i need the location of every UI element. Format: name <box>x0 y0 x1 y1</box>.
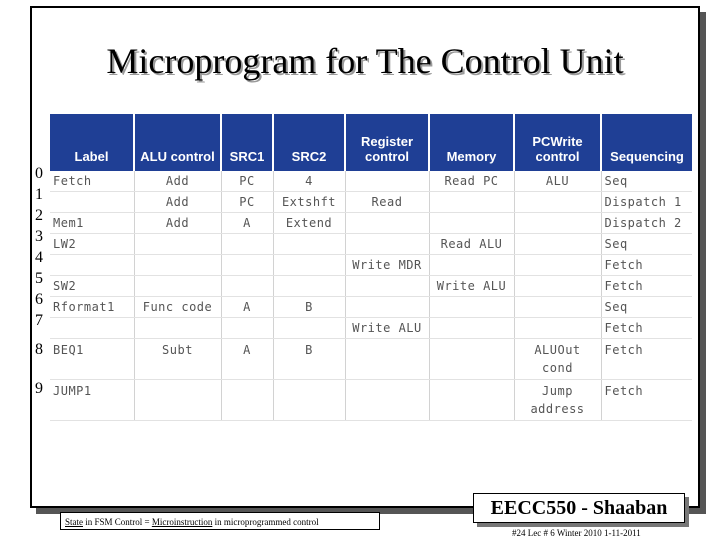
table-cell <box>50 318 134 339</box>
cell-text: JUMP1 <box>53 384 92 398</box>
cell-text: A <box>243 216 251 230</box>
footnote-text: in microprogrammed control <box>212 517 319 527</box>
microprogram-table <box>50 114 692 421</box>
table-cell <box>273 380 345 421</box>
cell-text: Fetch <box>604 258 644 272</box>
table-cell <box>50 339 134 380</box>
table-cell <box>50 213 134 234</box>
table-row <box>50 339 692 380</box>
column-header: Label <box>50 114 134 171</box>
cell-text: Fetch <box>604 321 644 335</box>
table-row <box>50 192 692 213</box>
table-cell <box>50 192 134 213</box>
column-header: SRC1 <box>221 114 273 171</box>
table-header-row <box>50 114 692 171</box>
state-number: 3 <box>35 228 43 245</box>
table-cell <box>429 339 514 380</box>
cell-text: PC <box>239 195 255 209</box>
cell-text: Extend <box>285 216 333 230</box>
state-number: 9 <box>35 380 43 397</box>
cell-text: Seq <box>604 300 628 314</box>
cell-text: Func code <box>142 300 213 314</box>
cell-text: Fetch <box>604 343 644 357</box>
cell-text: Add <box>165 174 190 188</box>
cell-text: Rformat1 <box>53 300 115 314</box>
state-number: 0 <box>35 165 43 182</box>
table-cell <box>601 192 692 213</box>
cell-text: Write ALU <box>352 321 422 335</box>
cell-text: Dispatch 2 <box>604 216 682 230</box>
table-cell <box>601 255 692 276</box>
table-row <box>50 297 692 318</box>
table-cell <box>273 318 345 339</box>
footnote-text: in FSM Control = <box>83 517 152 527</box>
table-cell <box>514 255 601 276</box>
table-cell <box>221 318 273 339</box>
table-cell <box>273 297 345 318</box>
table-cell <box>601 380 692 421</box>
table-cell <box>50 380 134 421</box>
state-number: 6 <box>35 291 43 308</box>
table-cell <box>514 171 601 192</box>
table-cell <box>601 339 692 380</box>
table-row <box>50 318 692 339</box>
table-row <box>50 213 692 234</box>
table-cell <box>134 213 221 234</box>
state-number: 1 <box>35 186 43 203</box>
cell-text: Fetch <box>604 279 644 293</box>
table-cell <box>50 171 134 192</box>
table-cell <box>345 255 429 276</box>
state-number: 7 <box>35 312 43 329</box>
table-cell <box>429 192 514 213</box>
table-cell <box>134 339 221 380</box>
cell-text: Subt <box>162 343 193 357</box>
cell-text: LW2 <box>53 237 77 251</box>
table-cell <box>221 213 273 234</box>
table-cell <box>514 213 601 234</box>
table-cell <box>273 339 345 380</box>
footnote <box>60 512 380 530</box>
table-cell <box>429 318 514 339</box>
table-cell <box>273 213 345 234</box>
table-cell <box>601 318 692 339</box>
table-cell <box>429 380 514 421</box>
column-header: ALU control <box>134 114 221 171</box>
slide-title: Microprogram for The Control Unit <box>106 41 624 81</box>
table-cell <box>514 297 601 318</box>
table-cell <box>134 276 221 297</box>
table-cell <box>514 318 601 339</box>
table-row <box>50 380 692 421</box>
cell-text: Dispatch 1 <box>604 195 682 209</box>
table-row <box>50 234 692 255</box>
table-cell <box>345 318 429 339</box>
cell-text: Write MDR <box>352 258 422 272</box>
table-cell <box>345 380 429 421</box>
table-cell <box>601 276 692 297</box>
table-cell <box>50 234 134 255</box>
table-cell <box>221 171 273 192</box>
table-cell <box>514 339 601 380</box>
table-cell <box>601 213 692 234</box>
table-cell <box>134 192 221 213</box>
cell-text: A <box>243 300 251 314</box>
table-cell <box>345 171 429 192</box>
column-header: Register control <box>345 114 429 171</box>
cell-text: Jump address <box>530 384 585 416</box>
table-cell <box>429 297 514 318</box>
table-cell <box>345 213 429 234</box>
cell-text: 4 <box>305 174 313 188</box>
table-cell <box>221 276 273 297</box>
table-row <box>50 171 692 192</box>
footnote-state: State <box>65 517 83 527</box>
table-cell <box>134 380 221 421</box>
cell-text: Add <box>165 216 190 230</box>
table-cell <box>273 234 345 255</box>
table-cell <box>221 234 273 255</box>
microprogram-table-container <box>50 114 692 421</box>
table-cell <box>134 318 221 339</box>
table-cell <box>429 276 514 297</box>
column-header: Sequencing <box>601 114 692 171</box>
table-cell <box>134 234 221 255</box>
table-cell <box>273 276 345 297</box>
footnote-microinstruction: Microinstruction <box>151 517 213 527</box>
cell-text: BEQ1 <box>53 343 84 357</box>
cell-text: Fetch <box>53 174 92 188</box>
cell-text: B <box>305 300 313 314</box>
cell-text: A <box>243 343 251 357</box>
table-row <box>50 255 692 276</box>
table-cell <box>601 297 692 318</box>
column-header: SRC2 <box>273 114 345 171</box>
table-cell <box>514 234 601 255</box>
table-cell <box>429 234 514 255</box>
table-cell <box>345 192 429 213</box>
table-cell <box>273 255 345 276</box>
table-cell <box>601 171 692 192</box>
table-cell <box>514 380 601 421</box>
state-number: 5 <box>35 270 43 287</box>
table-cell <box>50 255 134 276</box>
course-brand: EECC550 - Shaaban <box>473 493 685 523</box>
column-header: PCWrite control <box>514 114 601 171</box>
table-row <box>50 276 692 297</box>
table-cell <box>273 192 345 213</box>
table-cell <box>429 213 514 234</box>
cell-text: PC <box>239 174 255 188</box>
cell-text: ALUOut cond <box>534 343 581 375</box>
table-cell <box>221 339 273 380</box>
table-cell <box>221 297 273 318</box>
table-cell <box>601 234 692 255</box>
table-cell <box>50 297 134 318</box>
cell-text: SW2 <box>53 279 77 293</box>
table-cell <box>134 171 221 192</box>
table-cell <box>134 255 221 276</box>
table-cell <box>221 380 273 421</box>
table-cell <box>429 255 514 276</box>
cell-text: Read <box>371 195 403 209</box>
table-cell <box>429 171 514 192</box>
slide-credits: #24 Lec # 6 Winter 2010 1-11-2011 <box>512 528 641 538</box>
table-cell <box>345 297 429 318</box>
cell-text: Fetch <box>604 384 644 398</box>
cell-text: Extshft <box>281 195 337 209</box>
table-cell <box>345 339 429 380</box>
cell-text: Mem1 <box>53 216 84 230</box>
table-cell <box>273 171 345 192</box>
cell-text: Write ALU <box>436 279 507 293</box>
state-number: 8 <box>35 341 43 358</box>
cell-text: Read PC <box>444 174 499 188</box>
table-cell <box>134 297 221 318</box>
column-header: Memory <box>429 114 514 171</box>
cell-text: Seq <box>604 174 628 188</box>
table-cell <box>50 276 134 297</box>
table-cell <box>221 192 273 213</box>
state-number: 2 <box>35 207 43 224</box>
table-cell <box>514 276 601 297</box>
cell-text: Read ALU <box>440 237 503 251</box>
table-cell <box>514 192 601 213</box>
table-cell <box>345 234 429 255</box>
table-cell <box>221 255 273 276</box>
cell-text: B <box>305 343 313 357</box>
state-number: 4 <box>35 249 43 266</box>
cell-text: Add <box>165 195 190 209</box>
cell-text: Seq <box>604 237 628 251</box>
cell-text: ALU <box>545 174 570 188</box>
table-cell <box>345 276 429 297</box>
